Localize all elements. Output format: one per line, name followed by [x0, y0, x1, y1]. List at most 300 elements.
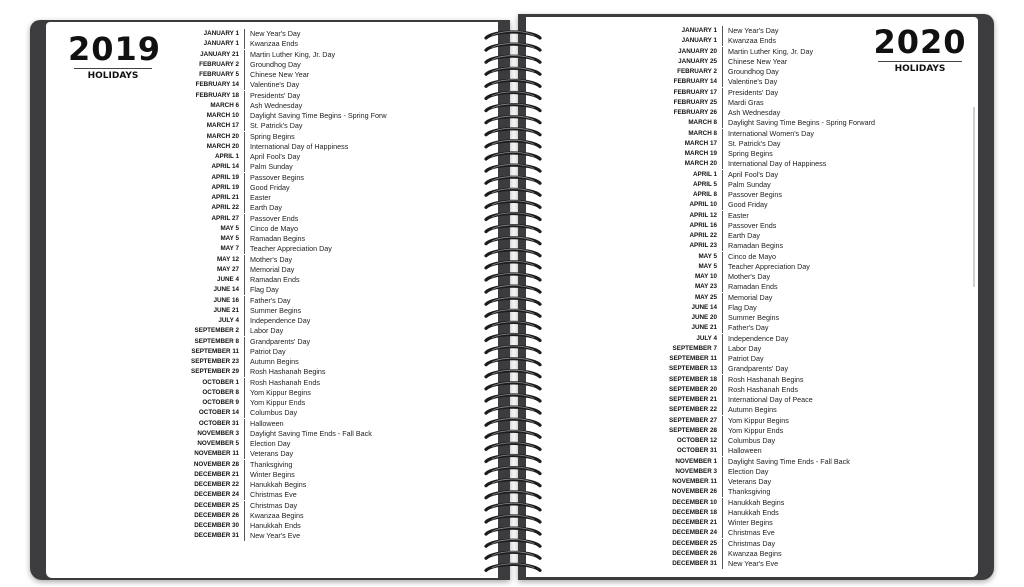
holiday-name: Palm Sunday — [728, 179, 771, 189]
holiday-date: DECEMBER 25 — [642, 539, 723, 549]
holiday-date: APRIL 1 — [164, 152, 245, 162]
coil-ring — [486, 443, 540, 449]
holiday-date: FEBRUARY 14 — [642, 77, 723, 87]
holiday-date: JUNE 16 — [164, 296, 245, 306]
holiday-date: FEBRUARY 14 — [164, 80, 245, 90]
holiday-name: Halloween — [728, 446, 762, 456]
holiday-row — [164, 193, 387, 203]
holiday-row — [642, 200, 875, 210]
holiday-name: Grandparents' Day — [728, 364, 789, 374]
holiday-name: Mother's Day — [250, 254, 293, 264]
holiday-row — [642, 139, 875, 149]
coil-ring — [486, 141, 540, 147]
coil-ring — [486, 419, 540, 425]
holiday-name: Hanukkah Ends — [250, 521, 301, 531]
holiday-date: MARCH 20 — [164, 142, 245, 152]
holiday-name: Rosh Hashanah Ends — [250, 377, 320, 387]
holiday-row — [164, 408, 387, 418]
holiday-name: Daylight Saving Time Ends - Fall Back — [250, 428, 372, 438]
coil-ring — [486, 250, 540, 256]
coil-ring — [486, 105, 540, 111]
holiday-date: OCTOBER 8 — [164, 388, 245, 398]
holiday-row — [642, 549, 875, 559]
holiday-date: JUNE 21 — [642, 323, 723, 333]
holiday-row — [164, 531, 387, 541]
holiday-row — [642, 159, 875, 169]
holiday-row — [642, 129, 875, 139]
holiday-name: Christmas Eve — [250, 490, 297, 500]
holiday-date: MARCH 20 — [164, 132, 245, 142]
holiday-name: Ramadan Begins — [250, 234, 306, 244]
holiday-date: FEBRUARY 25 — [642, 98, 723, 108]
holiday-name: Rosh Hashanah Begins — [728, 374, 804, 384]
holiday-row — [164, 296, 387, 306]
holiday-date: JUNE 14 — [642, 303, 723, 313]
holiday-name: St. Patrick's Day — [728, 138, 781, 148]
holiday-date: FEBRUARY 17 — [642, 88, 723, 98]
holiday-name: Christmas Day — [728, 538, 776, 548]
holiday-name: International Day of Happiness — [250, 141, 349, 151]
holiday-name: Daylight Saving Time Ends - Fall Back — [728, 456, 850, 466]
holiday-row — [164, 255, 387, 265]
holiday-date: MARCH 6 — [164, 101, 245, 111]
coil-ring — [486, 492, 540, 498]
holiday-row — [642, 364, 875, 374]
holiday-date: JUNE 4 — [164, 275, 245, 285]
holiday-name: Easter — [250, 193, 271, 203]
holiday-name: Flag Day — [250, 285, 279, 295]
holiday-name: Kwanzaa Begins — [250, 510, 304, 520]
holiday-row — [164, 398, 387, 408]
holiday-date: APRIL 19 — [164, 173, 245, 183]
holiday-date: MAY 25 — [642, 293, 723, 303]
holiday-name: New Year's Eve — [728, 559, 779, 569]
holiday-date: MARCH 8 — [642, 118, 723, 128]
holiday-date: DECEMBER 10 — [642, 498, 723, 508]
holiday-row — [642, 293, 875, 303]
holiday-row — [164, 347, 387, 357]
coil-ring — [486, 214, 540, 220]
coil-ring — [486, 322, 540, 328]
holiday-date: SEPTEMBER 11 — [164, 347, 245, 357]
holiday-date: SEPTEMBER 13 — [642, 364, 723, 374]
holiday-date: DECEMBER 31 — [642, 559, 723, 569]
holiday-date: NOVEMBER 11 — [164, 449, 245, 459]
holiday-date: MARCH 17 — [642, 139, 723, 149]
coil-ring — [486, 274, 540, 280]
holiday-name: Mother's Day — [728, 272, 771, 282]
holiday-date: SEPTEMBER 27 — [642, 416, 723, 426]
holiday-name: Memorial Day — [728, 292, 773, 302]
holiday-date: FEBRUARY 26 — [642, 108, 723, 118]
holiday-name: New Year's Day — [250, 29, 301, 39]
holiday-name: Mardi Gras — [728, 97, 764, 107]
holiday-row — [642, 252, 875, 262]
holiday-name: Passover Ends — [250, 213, 299, 223]
holiday-date: JULY 4 — [164, 316, 245, 326]
holiday-name: Daylight Saving Time Begins - Spring Forward — [728, 118, 876, 128]
holiday-date: APRIL 19 — [164, 183, 245, 193]
holiday-date: OCTOBER 14 — [164, 408, 245, 418]
holiday-name: International Day of Happiness — [728, 159, 827, 169]
holiday-row — [164, 470, 387, 480]
holiday-name: Christmas Day — [250, 500, 298, 510]
coil-ring — [486, 189, 540, 195]
holiday-row — [164, 183, 387, 193]
holiday-date: JANUARY 1 — [642, 36, 723, 46]
holiday-row — [164, 357, 387, 367]
holiday-row — [642, 282, 875, 292]
holiday-date: SEPTEMBER 28 — [642, 426, 723, 436]
holiday-row — [642, 262, 875, 272]
holiday-name: Presidents' Day — [250, 90, 301, 100]
holiday-name: Yom Kippur Ends — [250, 398, 306, 408]
holiday-date: MAY 5 — [642, 252, 723, 262]
holiday-row — [642, 487, 875, 497]
holiday-name: Columbus Day — [250, 408, 298, 418]
coil-ring — [486, 56, 540, 62]
coil-ring — [486, 564, 540, 570]
coil-ring — [486, 335, 540, 341]
holiday-row — [642, 221, 875, 231]
coil-ring — [486, 516, 540, 522]
page-2020-holidays — [526, 17, 978, 577]
coil-ring — [486, 201, 540, 207]
holiday-name: International Women's Day — [728, 128, 814, 138]
holiday-name: Good Friday — [250, 182, 290, 192]
holiday-date: APRIL 8 — [642, 190, 723, 200]
holiday-name: Martin Luther King, Jr. Day — [728, 46, 814, 56]
holiday-date: JANUARY 25 — [642, 57, 723, 67]
holiday-name: Ramadan Ends — [250, 275, 300, 285]
holiday-name: April Fool's Day — [728, 169, 779, 179]
holiday-date: DECEMBER 26 — [164, 511, 245, 521]
holiday-date: JANUARY 20 — [642, 47, 723, 57]
holiday-row — [642, 88, 875, 98]
holiday-date: JULY 4 — [642, 334, 723, 344]
holiday-date: SEPTEMBER 11 — [642, 354, 723, 364]
coil-ring — [486, 80, 540, 86]
holiday-row — [642, 354, 875, 364]
holiday-row — [164, 152, 387, 162]
holiday-date: FEBRUARY 2 — [642, 67, 723, 77]
holiday-name: April Fool's Day — [250, 152, 301, 162]
holiday-row — [642, 405, 875, 415]
holiday-row — [164, 439, 387, 449]
holiday-name: New Year's Day — [728, 26, 779, 36]
holiday-name: Memorial Day — [250, 264, 295, 274]
holiday-name: Passover Begins — [728, 190, 782, 200]
holiday-row — [642, 457, 875, 467]
holiday-row — [164, 50, 387, 60]
holiday-row — [642, 57, 875, 67]
holiday-name: Earth Day — [250, 203, 282, 213]
coil-ring — [486, 383, 540, 389]
holiday-name: Spring Begins — [728, 149, 773, 159]
holiday-date: DECEMBER 18 — [642, 508, 723, 518]
holiday-date: APRIL 14 — [164, 162, 245, 172]
holiday-date: APRIL 22 — [164, 203, 245, 213]
holiday-date: APRIL 27 — [164, 214, 245, 224]
holiday-name: Groundhog Day — [728, 67, 779, 77]
holiday-date: SEPTEMBER 21 — [642, 395, 723, 405]
holiday-date: OCTOBER 9 — [164, 398, 245, 408]
holiday-name: Labor Day — [250, 326, 284, 336]
holiday-row — [164, 490, 387, 500]
page-2019-holidays — [46, 22, 498, 578]
holiday-date: DECEMBER 21 — [164, 470, 245, 480]
holiday-name: Ash Wednesday — [250, 100, 303, 110]
coil-ring — [486, 371, 540, 377]
holiday-row — [642, 344, 875, 354]
holiday-row — [164, 101, 387, 111]
holiday-date: SEPTEMBER 2 — [164, 326, 245, 336]
holiday-date: MAY 5 — [642, 262, 723, 272]
holiday-name: Valentine's Day — [250, 80, 300, 90]
holiday-name: Hanukkah Begins — [728, 497, 785, 507]
coil-ring — [486, 528, 540, 534]
holiday-row — [642, 518, 875, 528]
holiday-date: APRIL 21 — [164, 193, 245, 203]
coil-ring — [486, 480, 540, 486]
spiral-binding — [480, 20, 546, 580]
holiday-row — [164, 29, 387, 39]
holiday-row — [164, 480, 387, 490]
holiday-row — [164, 326, 387, 336]
holiday-name: Patriot Day — [250, 346, 286, 356]
holiday-name: Kwanzaa Begins — [728, 548, 782, 558]
coil-ring — [486, 68, 540, 74]
holiday-name: Yom Kippur Ends — [728, 425, 784, 435]
holiday-row — [642, 211, 875, 221]
holiday-name: Chinese New Year — [728, 56, 788, 66]
holiday-name: Groundhog Day — [250, 59, 301, 69]
holiday-row — [642, 77, 875, 87]
holiday-date: OCTOBER 31 — [164, 419, 245, 429]
holiday-date: NOVEMBER 1 — [642, 457, 723, 467]
coil-ring — [486, 262, 540, 268]
holiday-date: DECEMBER 24 — [642, 528, 723, 538]
holiday-date: NOVEMBER 5 — [164, 439, 245, 449]
holiday-date: SEPTEMBER 22 — [642, 405, 723, 415]
holiday-date: MAY 5 — [164, 234, 245, 244]
holiday-row — [642, 385, 875, 395]
holiday-date: SEPTEMBER 23 — [164, 357, 245, 367]
year-heading-2019 — [68, 30, 162, 81]
holiday-name: Veterans Day — [250, 449, 294, 459]
holiday-date: MAY 12 — [164, 255, 245, 265]
holiday-name: Christmas Eve — [728, 528, 775, 538]
holiday-name: Presidents' Day — [728, 87, 779, 97]
holiday-row — [164, 316, 387, 326]
holiday-row — [642, 416, 875, 426]
coil-ring — [486, 165, 540, 171]
holiday-date: JUNE 20 — [642, 313, 723, 323]
holiday-date: JANUARY 1 — [164, 29, 245, 39]
holiday-name: Kwanzaa Ends — [250, 39, 298, 49]
holiday-date: DECEMBER 22 — [164, 480, 245, 490]
holiday-row — [642, 395, 875, 405]
holiday-row — [164, 132, 387, 142]
holiday-date: SEPTEMBER 20 — [642, 385, 723, 395]
coil-ring — [486, 298, 540, 304]
holiday-date: MAY 5 — [164, 224, 245, 234]
holiday-name: Winter Begins — [728, 518, 773, 528]
coil-ring — [486, 552, 540, 558]
holiday-name: Rosh Hashanah Ends — [728, 384, 798, 394]
holiday-row — [164, 91, 387, 101]
holiday-name: Halloween — [250, 418, 284, 428]
coil-ring — [486, 177, 540, 183]
holiday-name: Hanukkah Begins — [250, 480, 307, 490]
holiday-date: DECEMBER 31 — [164, 531, 245, 541]
holiday-date: DECEMBER 30 — [164, 521, 245, 531]
year-title: 2020 — [873, 23, 967, 61]
holiday-row — [642, 180, 875, 190]
holiday-name: Labor Day — [728, 343, 762, 353]
holiday-date: DECEMBER 24 — [164, 490, 245, 500]
holiday-date: MAY 7 — [164, 244, 245, 254]
coil-ring — [486, 540, 540, 546]
holiday-date: MAY 10 — [642, 272, 723, 282]
holiday-date: MARCH 20 — [642, 159, 723, 169]
holiday-row — [164, 388, 387, 398]
holiday-row — [164, 173, 387, 183]
holiday-name: Independence Day — [728, 333, 789, 343]
holidays-subtitle: HOLIDAYS — [878, 61, 962, 74]
coil-ring — [486, 456, 540, 462]
coil-ring — [486, 468, 540, 474]
holiday-row — [642, 498, 875, 508]
coil-ring — [486, 359, 540, 365]
holiday-row — [642, 313, 875, 323]
holiday-name: Election Day — [250, 439, 291, 449]
holiday-row — [642, 118, 875, 128]
holiday-name: Father's Day — [728, 323, 769, 333]
holiday-row — [164, 419, 387, 429]
holiday-name: Father's Day — [250, 295, 291, 305]
holiday-row — [164, 378, 387, 388]
coil-ring — [486, 226, 540, 232]
holiday-row — [164, 306, 387, 316]
holiday-name: International Day of Peace — [728, 395, 813, 405]
holiday-row — [642, 149, 875, 159]
holiday-row — [164, 244, 387, 254]
holiday-name: Teacher Appreciation Day — [728, 261, 810, 271]
holiday-name: Ramadan Begins — [728, 241, 784, 251]
holiday-date: JUNE 21 — [164, 306, 245, 316]
holiday-date: APRIL 16 — [642, 221, 723, 231]
holiday-row — [164, 285, 387, 295]
holiday-date: OCTOBER 12 — [642, 436, 723, 446]
holiday-name: Election Day — [728, 466, 769, 476]
holiday-row — [642, 539, 875, 549]
holiday-name: Palm Sunday — [250, 162, 293, 172]
holiday-row — [164, 214, 387, 224]
holiday-name: Kwanzaa Ends — [728, 36, 776, 46]
holiday-row — [642, 108, 875, 118]
holiday-name: Good Friday — [728, 200, 768, 210]
holiday-row — [642, 36, 875, 46]
coil-ring — [486, 44, 540, 50]
holiday-row — [642, 190, 875, 200]
holiday-row — [164, 460, 387, 470]
holiday-row — [642, 436, 875, 446]
year-heading-2020 — [872, 25, 968, 74]
holiday-date: FEBRUARY 18 — [164, 91, 245, 101]
holiday-row — [164, 39, 387, 49]
holiday-name: Yom Kippur Begins — [728, 415, 789, 425]
holiday-row — [164, 275, 387, 285]
holiday-name: Thanksgiving — [250, 459, 293, 469]
holiday-list-2019 — [164, 29, 387, 542]
holiday-name: Grandparents' Day — [250, 336, 311, 346]
holiday-name: Chinese New Year — [250, 70, 310, 80]
holiday-row — [164, 60, 387, 70]
holiday-name: Summer Begins — [250, 305, 302, 315]
coil-ring — [486, 93, 540, 99]
holiday-date: OCTOBER 31 — [642, 446, 723, 456]
holiday-name: Veterans Day — [728, 477, 772, 487]
holiday-date: FEBRUARY 2 — [164, 60, 245, 70]
holiday-name: Ash Wednesday — [728, 108, 781, 118]
holiday-row — [642, 467, 875, 477]
holiday-row — [164, 121, 387, 131]
holiday-date: APRIL 22 — [642, 231, 723, 241]
page-edge-line — [973, 107, 975, 287]
holiday-row — [642, 446, 875, 456]
holiday-date: NOVEMBER 3 — [642, 467, 723, 477]
year-title: 2019 — [68, 30, 162, 68]
holiday-name: Teacher Appreciation Day — [250, 244, 332, 254]
holiday-name: Ramadan Ends — [728, 282, 778, 292]
holiday-row — [642, 508, 875, 518]
holiday-date: OCTOBER 1 — [164, 378, 245, 388]
holiday-row — [642, 241, 875, 251]
holiday-row — [164, 429, 387, 439]
holiday-name: St. Patrick's Day — [250, 121, 303, 131]
holiday-date: SEPTEMBER 29 — [164, 367, 245, 377]
coil-ring — [486, 32, 540, 38]
holiday-row — [642, 559, 875, 569]
holiday-row — [164, 203, 387, 213]
holiday-row — [164, 337, 387, 347]
holiday-date: JANUARY 1 — [642, 26, 723, 36]
holiday-name: Earth Day — [728, 231, 760, 241]
holiday-name: Martin Luther King, Jr. Day — [250, 49, 336, 59]
holiday-row — [642, 272, 875, 282]
holiday-row — [642, 375, 875, 385]
holiday-row — [642, 426, 875, 436]
holiday-row — [164, 501, 387, 511]
holiday-date: SEPTEMBER 18 — [642, 375, 723, 385]
holiday-date: MAY 27 — [164, 265, 245, 275]
holiday-date: FEBRUARY 5 — [164, 70, 245, 80]
holiday-row — [642, 231, 875, 241]
holiday-name: Yom Kippur Begins — [250, 387, 311, 397]
holiday-date: MARCH 17 — [164, 121, 245, 131]
holiday-name: Spring Begins — [250, 131, 295, 141]
holiday-row — [164, 111, 387, 121]
holiday-row — [642, 528, 875, 538]
holiday-date: JUNE 14 — [164, 285, 245, 295]
holiday-date: DECEMBER 26 — [642, 549, 723, 559]
coil-ring — [486, 129, 540, 135]
holiday-row — [164, 367, 387, 377]
holiday-date: MARCH 10 — [164, 111, 245, 121]
holiday-name: Autumn Begins — [250, 357, 299, 367]
holiday-row — [642, 26, 875, 36]
